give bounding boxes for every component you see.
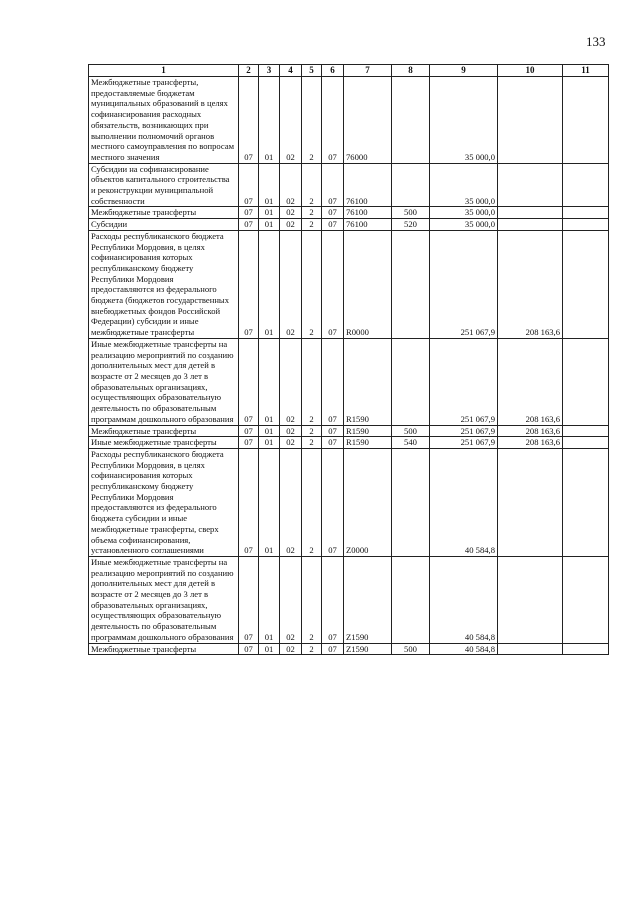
table-row [89,425,609,437]
federal-amount-cell: 208 163,6 [498,425,563,437]
code-program-cell: 02 [280,207,302,219]
code-subsection-cell: 01 [259,437,280,449]
code-subprogram-cell: 2 [302,163,322,207]
code-main-event-cell: 07 [322,77,344,164]
col-header-3: 3 [259,65,280,77]
code-program-cell: 02 [280,448,302,556]
row-name-cell: Межбюджетные трансферты, предоставляемые бюджетам муниципальных образований в целях софинансирования расходных обязательств, возникающих при выполнении полномочий органов местного самоуправления по вопросам местного значения [89,77,239,164]
code-expense-type-cell [392,338,430,425]
code-direction-cell: R1590 [344,425,392,437]
code-program-cell: 02 [280,556,302,643]
code-subsection-cell: 01 [259,77,280,164]
amount-cell: 35 000,0 [430,77,498,164]
col-header-10: 10 [498,65,563,77]
code-expense-type-cell: 500 [392,207,430,219]
code-section-cell: 07 [239,219,259,231]
budget-table [88,64,609,655]
code-main-event-cell: 07 [322,163,344,207]
extra-amount-cell [563,219,609,231]
code-section-cell: 07 [239,207,259,219]
code-expense-type-cell [392,230,430,338]
page-number: 133 [586,34,606,49]
amount-cell: 40 584,8 [430,448,498,556]
code-section-cell: 07 [239,556,259,643]
col-header-9: 9 [430,65,498,77]
row-name-cell: Межбюджетные трансферты [89,425,239,437]
code-subsection-cell: 01 [259,207,280,219]
extra-amount-cell [563,77,609,164]
code-subsection-cell: 01 [259,425,280,437]
code-expense-type-cell [392,77,430,164]
code-expense-type-cell: 520 [392,219,430,231]
col-header-4: 4 [280,65,302,77]
code-main-event-cell: 07 [322,338,344,425]
col-header-1: 1 [89,65,239,77]
code-expense-type-cell [392,163,430,207]
table-row [89,437,609,449]
code-direction-cell: 76100 [344,207,392,219]
extra-amount-cell [563,425,609,437]
code-subsection-cell: 01 [259,643,280,655]
code-section-cell: 07 [239,338,259,425]
code-main-event-cell: 07 [322,230,344,338]
code-subsection-cell: 01 [259,230,280,338]
federal-amount-cell [498,77,563,164]
code-direction-cell: Z1590 [344,556,392,643]
table-row [89,219,609,231]
code-subsection-cell: 01 [259,219,280,231]
federal-amount-cell: 208 163,6 [498,230,563,338]
code-program-cell: 02 [280,643,302,655]
code-section-cell: 07 [239,448,259,556]
amount-cell: 251 067,9 [430,230,498,338]
code-direction-cell: 76000 [344,77,392,164]
extra-amount-cell [563,556,609,643]
code-direction-cell: 76100 [344,219,392,231]
code-section-cell: 07 [239,77,259,164]
extra-amount-cell [563,338,609,425]
code-subsection-cell: 01 [259,163,280,207]
federal-amount-cell [498,207,563,219]
row-name-cell: Расходы республиканского бюджета Республики Мордовия, в целях софинансирования которых республиканскому бюджету Республики Мордовия предоставляются из федерального бюджета субсидии и иные межбюджетные трансферты, сверх объема софинансирования, установленного соглашениями [89,448,239,556]
code-direction-cell: Z0000 [344,448,392,556]
col-header-5: 5 [302,65,322,77]
code-subsection-cell: 01 [259,556,280,643]
extra-amount-cell [563,643,609,655]
code-section-cell: 07 [239,163,259,207]
code-program-cell: 02 [280,338,302,425]
federal-amount-cell: 208 163,6 [498,338,563,425]
federal-amount-cell [498,219,563,231]
code-main-event-cell: 07 [322,556,344,643]
federal-amount-cell [498,643,563,655]
code-subprogram-cell: 2 [302,338,322,425]
code-expense-type-cell [392,448,430,556]
table-row [89,163,609,207]
code-expense-type-cell: 500 [392,643,430,655]
amount-cell: 40 584,8 [430,643,498,655]
code-subprogram-cell: 2 [302,207,322,219]
row-name-cell: Расходы республиканского бюджета Республики Мордовия, в целях софинансирования которых республиканскому бюджету Республики Мордовия предоставляются из федерального бюджета (бюджетов государственных внебюджетных фондов Российской Федерации) субсидии и иные межбюджетные трансферты [89,230,239,338]
code-subprogram-cell: 2 [302,230,322,338]
amount-cell: 35 000,0 [430,163,498,207]
col-header-2: 2 [239,65,259,77]
table-row [89,230,609,338]
table-row [89,338,609,425]
code-direction-cell: R1590 [344,338,392,425]
table-row [89,77,609,164]
code-subprogram-cell: 2 [302,425,322,437]
code-direction-cell: R1590 [344,437,392,449]
extra-amount-cell [563,448,609,556]
header-row [89,65,609,77]
amount-cell: 251 067,9 [430,437,498,449]
extra-amount-cell [563,437,609,449]
row-name-cell: Субсидии [89,219,239,231]
col-header-11: 11 [563,65,609,77]
table-row [89,556,609,643]
row-name-cell: Субсидии на софинансирование объектов капитального строительства и реконструкции муниципальной собственности [89,163,239,207]
amount-cell: 35 000,0 [430,207,498,219]
extra-amount-cell [563,163,609,207]
code-program-cell: 02 [280,163,302,207]
code-section-cell: 07 [239,643,259,655]
table-body [89,77,609,655]
amount-cell: 251 067,9 [430,425,498,437]
code-subprogram-cell: 2 [302,77,322,164]
amount-cell: 35 000,0 [430,219,498,231]
row-name-cell: Иные межбюджетные трансферты [89,437,239,449]
code-subprogram-cell: 2 [302,643,322,655]
code-main-event-cell: 07 [322,643,344,655]
extra-amount-cell [563,230,609,338]
table-row [89,643,609,655]
code-program-cell: 02 [280,77,302,164]
code-main-event-cell: 07 [322,425,344,437]
col-header-8: 8 [392,65,430,77]
extra-amount-cell [563,207,609,219]
code-program-cell: 02 [280,437,302,449]
row-name-cell: Межбюджетные трансферты [89,207,239,219]
row-name-cell: Иные межбюджетные трансферты на реализацию мероприятий по созданию дополнительных мест для детей в возрасте от 2 месяцев до 3 лет в образовательных организациях, осуществляющих образовательную деятельность по образовательным программам дошкольного образования [89,556,239,643]
col-header-7: 7 [344,65,392,77]
code-section-cell: 07 [239,230,259,338]
code-section-cell: 07 [239,425,259,437]
code-expense-type-cell: 500 [392,425,430,437]
code-main-event-cell: 07 [322,448,344,556]
code-subprogram-cell: 2 [302,437,322,449]
code-subsection-cell: 01 [259,338,280,425]
code-program-cell: 02 [280,230,302,338]
code-program-cell: 02 [280,425,302,437]
code-program-cell: 02 [280,219,302,231]
table-row [89,448,609,556]
federal-amount-cell [498,163,563,207]
code-main-event-cell: 07 [322,219,344,231]
code-section-cell: 07 [239,437,259,449]
code-expense-type-cell [392,556,430,643]
table-row [89,207,609,219]
code-direction-cell: Z1590 [344,643,392,655]
row-name-cell: Иные межбюджетные трансферты на реализацию мероприятий по созданию дополнительных мест для детей в возрасте от 2 месяцев до 3 лет в образовательных организациях, осуществляющих образовательную деятельность по образовательным программам дошкольного образования [89,338,239,425]
federal-amount-cell [498,556,563,643]
code-expense-type-cell: 540 [392,437,430,449]
code-subsection-cell: 01 [259,448,280,556]
code-main-event-cell: 07 [322,437,344,449]
row-name-cell: Межбюджетные трансферты [89,643,239,655]
amount-cell: 40 584,8 [430,556,498,643]
code-direction-cell: 76100 [344,163,392,207]
code-subprogram-cell: 2 [302,219,322,231]
code-direction-cell: R0000 [344,230,392,338]
federal-amount-cell: 208 163,6 [498,437,563,449]
code-main-event-cell: 07 [322,207,344,219]
code-subprogram-cell: 2 [302,448,322,556]
amount-cell: 251 067,9 [430,338,498,425]
federal-amount-cell [498,448,563,556]
code-subprogram-cell: 2 [302,556,322,643]
col-header-6: 6 [322,65,344,77]
